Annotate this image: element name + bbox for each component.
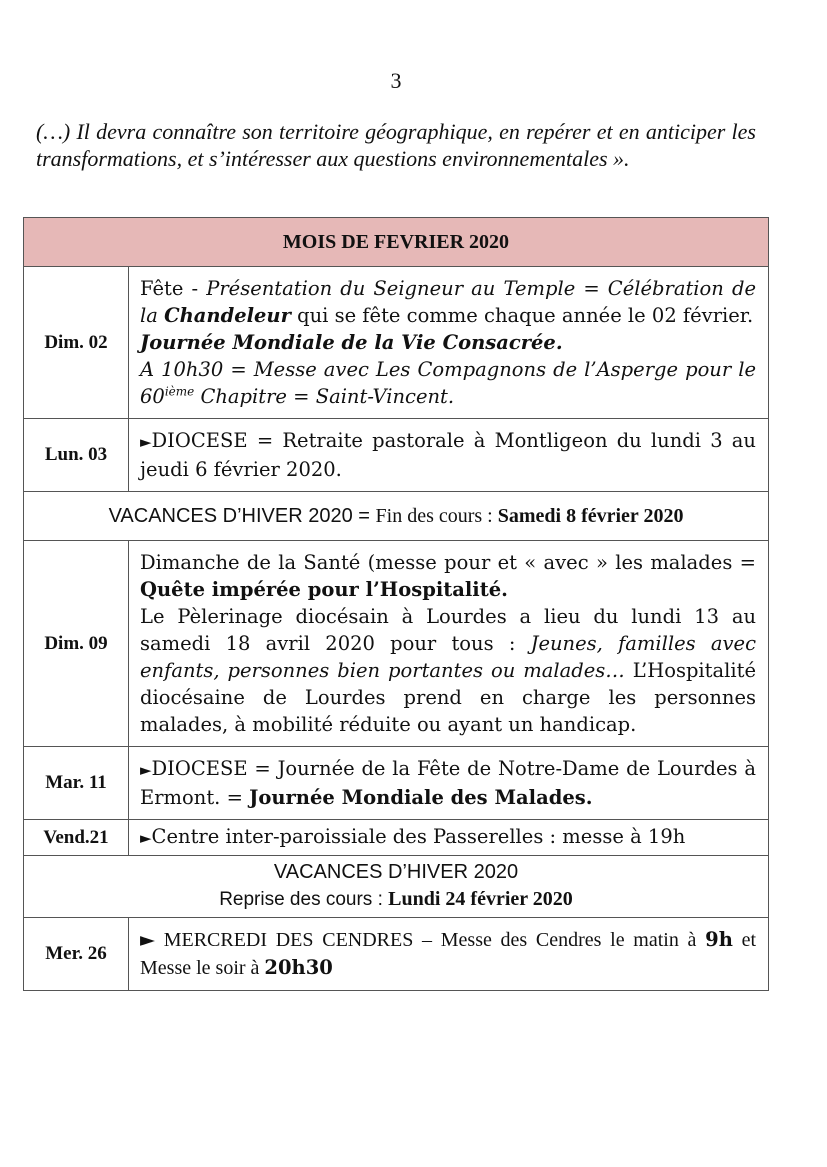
table-row bbox=[24, 541, 769, 747]
table-row bbox=[24, 747, 769, 820]
event-bold: Journée Mondiale des Malades. bbox=[249, 786, 593, 809]
date-cell: Dim. 09 bbox=[24, 541, 129, 747]
table-header-row bbox=[24, 218, 769, 267]
vacances-label: VACANCES D’HIVER 2020 bbox=[273, 861, 519, 883]
arrow-icon: ► bbox=[140, 928, 155, 951]
arrow-icon: ► bbox=[140, 433, 152, 451]
table-row bbox=[24, 820, 769, 856]
description-cell bbox=[129, 267, 769, 419]
vacances-text: Reprise des cours : bbox=[219, 889, 389, 910]
messe-superscript: ième bbox=[164, 384, 195, 399]
vacances-date: Lundi 24 février 2020 bbox=[388, 888, 573, 910]
description-cell bbox=[129, 747, 769, 820]
date-cell: Lun. 03 bbox=[24, 419, 129, 492]
chandeleur: Chandeleur bbox=[164, 304, 291, 327]
table-row bbox=[24, 419, 769, 492]
arrow-icon: ► bbox=[140, 761, 152, 779]
page-number: 3 bbox=[390, 68, 402, 93]
vacances-cell bbox=[24, 492, 769, 541]
event-text: Centre inter-paroissiale des Passerelles : messe à 19h bbox=[151, 825, 686, 848]
journee-vie-consacree: Journée Mondiale de la Vie Consacrée. bbox=[140, 331, 563, 354]
hospitalite-text: L’Hospitalité diocésaine de Lourdes prend en charge les personnes malades, à mobilité réduite ou ayant un handicap. bbox=[140, 659, 756, 736]
vacances-date: Samedi 8 février 2020 bbox=[497, 504, 684, 527]
month-header: MOIS DE FEVRIER 2020 bbox=[24, 218, 769, 267]
intro-paragraph: (…) Il devra connaître son territoire géographique, en repérer et en anticiper les transformations, et s’intéresser aux questions environnementales ». bbox=[36, 119, 756, 171]
vacances-row bbox=[24, 492, 769, 541]
vacances-cell bbox=[24, 856, 769, 918]
vacances-text: Fin des cours : bbox=[375, 504, 498, 527]
event-time: 9h bbox=[705, 928, 733, 951]
quete-text: Quête impérée pour l’Hospitalité. bbox=[140, 578, 508, 601]
vacances-label: VACANCES D’HIVER 2020 = bbox=[108, 504, 376, 527]
event-text-2: et Messe le soir à bbox=[140, 929, 757, 979]
event-text: DIOCESE = Retraite pastorale à Montligeon du lundi 3 au jeudi 6 février 2020. bbox=[140, 429, 756, 481]
messe-text: A 10h30 = Messe avec Les Compagnons de l’Asperge pour le 60 bbox=[140, 358, 756, 408]
date-cell: Mer. 26 bbox=[24, 918, 129, 991]
date-cell: Vend.21 bbox=[24, 820, 129, 856]
description-cell bbox=[129, 541, 769, 747]
messe-text-end: Chapitre = Saint-Vincent. bbox=[194, 385, 455, 408]
arrow-icon: ► bbox=[140, 829, 152, 847]
table-row bbox=[24, 918, 769, 991]
event-text: DIOCESE = Journée de la Fête de Notre-Dame de Lourdes à Ermont. = bbox=[140, 757, 756, 809]
sante-text: Dimanche de la Santé (messe pour et « avec » les malades = bbox=[140, 551, 756, 574]
description-cell bbox=[129, 419, 769, 492]
table-row bbox=[24, 267, 769, 419]
pelerinage-text: Le Pèlerinage diocésain à Lourdes a lieu du lundi 13 au samedi 18 avril 2020 pour tous : bbox=[140, 605, 756, 655]
fete-title: Présentation du Seigneur au Temple = Célébration de la bbox=[140, 277, 756, 327]
fete-prefix: Fête - bbox=[140, 277, 207, 300]
event-text: MERCREDI DES CENDRES – Messe des Cendres le matin à bbox=[155, 929, 706, 951]
date-cell: Mar. 11 bbox=[24, 747, 129, 820]
description-cell bbox=[129, 820, 769, 856]
event-time-2: 20h30 bbox=[264, 956, 333, 979]
calendar-table bbox=[23, 217, 769, 991]
vacances-row bbox=[24, 856, 769, 918]
fete-suffix: qui se fête comme chaque année le 02 février. bbox=[290, 304, 754, 327]
description-cell bbox=[129, 918, 769, 991]
pelerinage-italic: Jeunes, familles avec enfants, personnes bien portantes ou malades… bbox=[140, 632, 757, 682]
date-cell: Dim. 02 bbox=[24, 267, 129, 419]
